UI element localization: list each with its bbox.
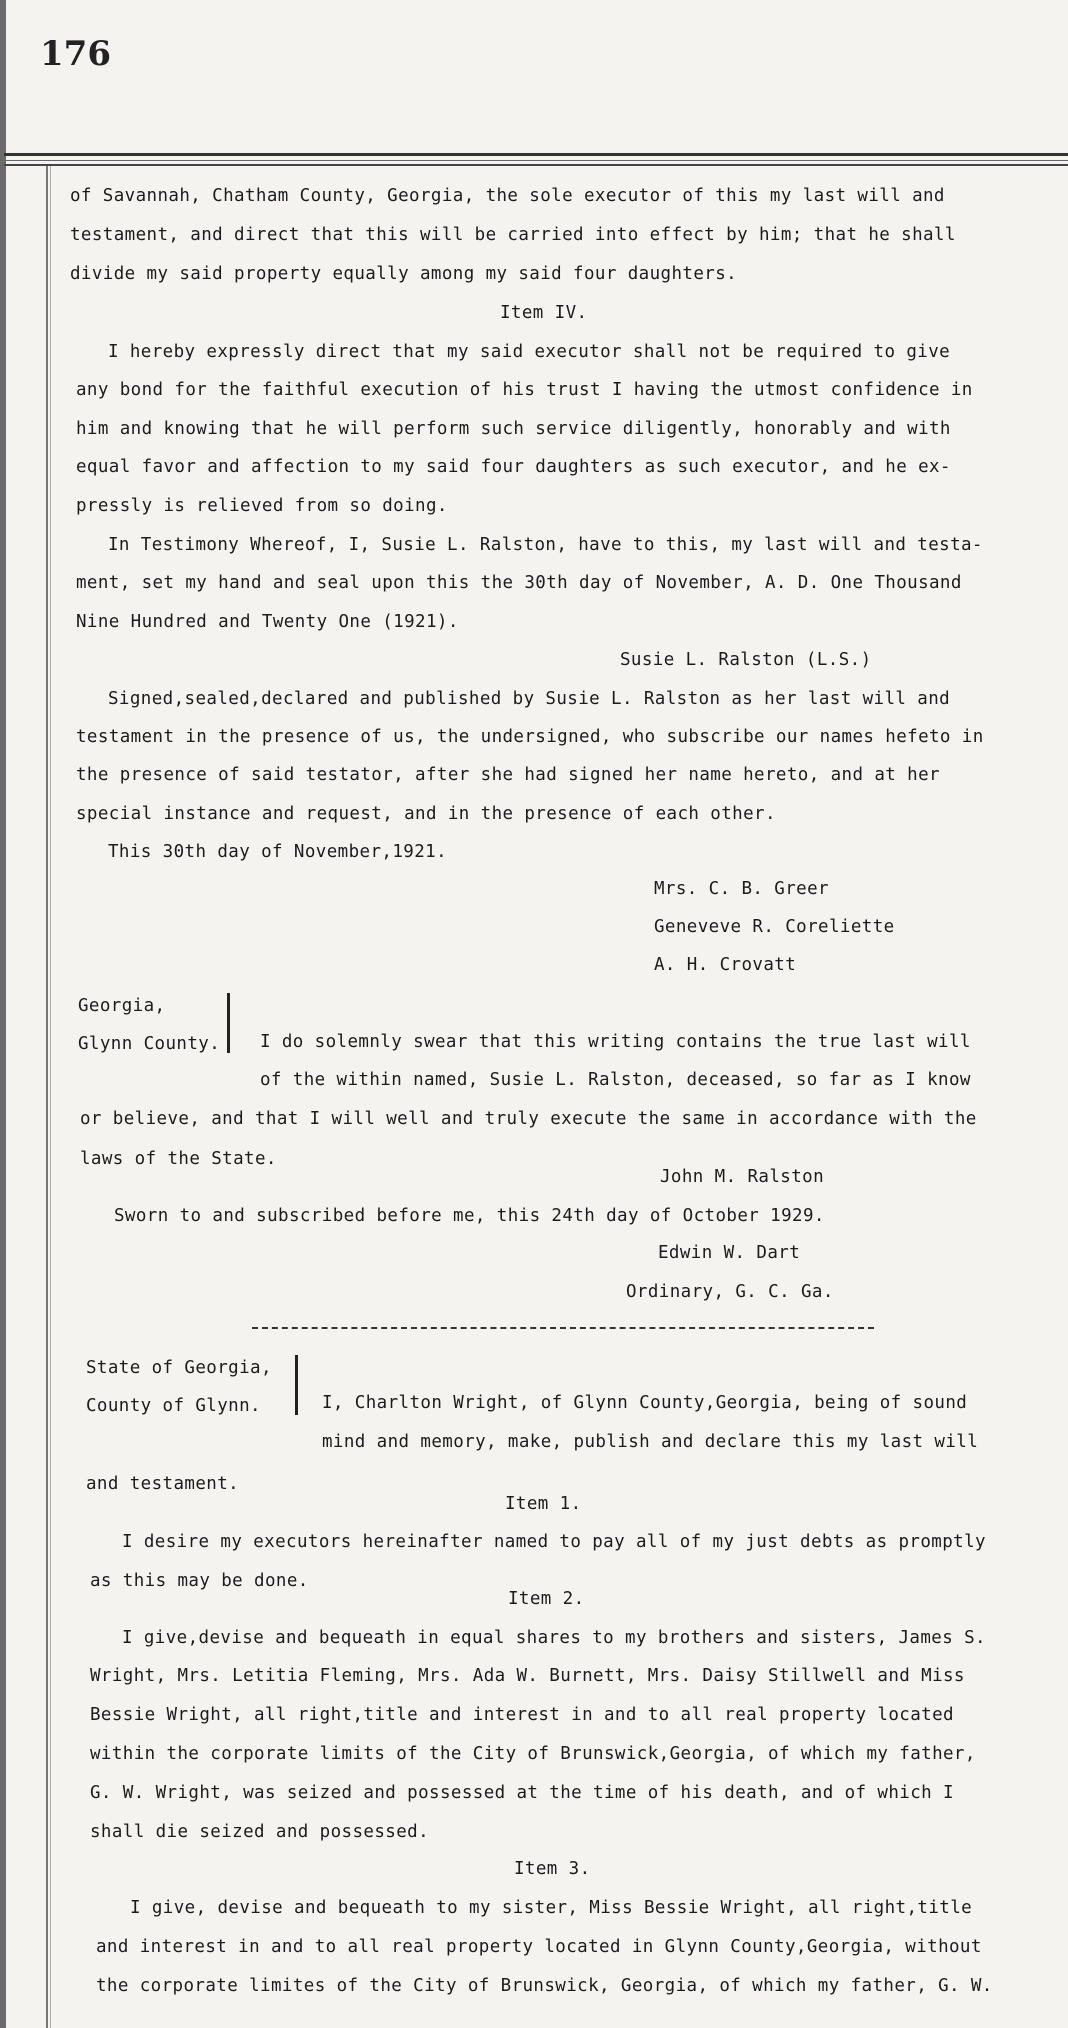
item-heading: Item 1. — [505, 1494, 582, 1514]
signature-line: John M. Ralston — [660, 1167, 825, 1187]
venue-bracket — [295, 1355, 298, 1415]
witness-name: Mrs. C. B. Greer — [654, 879, 829, 899]
text-line: mind and memory, make, publish and declare this my last will — [322, 1432, 979, 1452]
signature-line: Edwin W. Dart — [658, 1243, 801, 1263]
text-line: I give,devise and bequeath in equal shares to my brothers and sisters, James S. — [122, 1628, 986, 1648]
text-line: G. W. Wright, was seized and possessed at the time of his death, and of which I — [90, 1783, 954, 1803]
venue-state: State of Georgia, — [86, 1358, 272, 1378]
item-heading: Item 3. — [514, 1859, 591, 1879]
text-line: Nine Hundred and Twenty One (1921). — [76, 612, 459, 632]
text-line: I, Charlton Wright, of Glynn County,Georgia, being of sound — [322, 1393, 968, 1413]
text-line: special instance and request, and in the presence of each other. — [76, 804, 776, 824]
text-line: divide my said property equally among my said four daughters. — [70, 264, 738, 284]
text-line: any bond for the faithful execution of his trust I having the utmost confidence in — [76, 380, 973, 400]
text-line: I desire my executors hereinafter named to pay all of my just debts as promptly — [122, 1532, 986, 1552]
margin-line — [46, 166, 48, 2028]
text-line: testament in the presence of us, the undersigned, who subscribe our names hefeto in — [76, 727, 984, 747]
text-line: and testament. — [86, 1474, 240, 1494]
text-line: within the corporate limits of the City of Brunswick,Georgia, of which my father, — [90, 1744, 976, 1764]
text-line: pressly is relieved from so doing. — [76, 496, 448, 516]
witness-name: Geneveve R. Coreliette — [654, 917, 895, 937]
text-line: and interest in and to all real property located in Glynn County,Georgia, without — [96, 1937, 982, 1957]
text-line: him and knowing that he will perform such service diligently, honorably and with — [76, 419, 951, 439]
text-line: I do solemnly swear that this writing contains the true last will — [260, 1032, 971, 1052]
text-line: Sworn to and subscribed before me, this 24th day of October 1929. — [114, 1206, 825, 1226]
item-heading: Item IV. — [500, 303, 588, 323]
text-line: Wright, Mrs. Letitia Fleming, Mrs. Ada W. Burnett, Mrs. Daisy Stillwell and Miss — [90, 1666, 965, 1686]
page-number: 176 — [40, 34, 111, 74]
signature-title: Ordinary, G. C. Ga. — [626, 1282, 834, 1302]
text-line: Bessie Wright, all right,title and interest in and to all real property located — [90, 1705, 954, 1725]
section-divider — [252, 1327, 874, 1329]
text-line: the corporate limites of the City of Brunswick, Georgia, of which my father, G. W. — [96, 1976, 993, 1996]
text-line: the presence of said testator, after she had signed her name hereto, and at her — [76, 765, 940, 785]
text-line: of the within named, Susie L. Ralston, deceased, so far as I know — [260, 1070, 971, 1090]
text-line: I hereby expressly direct that my said executor shall not be required to give — [108, 342, 951, 362]
text-line: as this may be done. — [90, 1571, 309, 1591]
text-line: equal favor and affection to my said four daughters as such executor, and he ex- — [76, 457, 951, 477]
text-line: laws of the State. — [80, 1149, 277, 1169]
text-line: ment, set my hand and seal upon this the 30th day of November, A. D. One Thousand — [76, 573, 962, 593]
text-line: of Savannah, Chatham County, Georgia, the sole executor of this my last will and — [70, 186, 945, 206]
text-line: In Testimony Whereof, I, Susie L. Ralston, have to this, my last will and testa- — [108, 535, 983, 555]
text-line: Signed,sealed,declared and published by Susie L. Ralston as her last will and — [108, 689, 951, 709]
venue-county: County of Glynn. — [86, 1396, 261, 1416]
item-heading: Item 2. — [508, 1589, 585, 1609]
venue-state: Georgia, — [78, 996, 166, 1016]
header-rule — [4, 153, 1068, 156]
text-line: or believe, and that I will well and truly execute the same in accordance with the — [80, 1109, 977, 1129]
venue-county: Glynn County. — [78, 1034, 221, 1054]
text-line: testament, and direct that this will be carried into effect by him; that he shall — [70, 225, 956, 245]
page-left-edge — [0, 0, 6, 2028]
venue-bracket — [227, 993, 230, 1053]
header-rule-lower — [4, 164, 1068, 166]
witness-name: A. H. Crovatt — [654, 955, 797, 975]
margin-line-inner — [50, 166, 51, 2028]
signature-line: Susie L. Ralston (L.S.) — [620, 650, 872, 670]
header-rule-thin — [4, 160, 1068, 161]
text-line: shall die seized and possessed. — [90, 1822, 430, 1842]
text-line: I give, devise and bequeath to my sister, Miss Bessie Wright, all right,title — [130, 1898, 973, 1918]
text-line: This 30th day of November,1921. — [108, 842, 448, 862]
